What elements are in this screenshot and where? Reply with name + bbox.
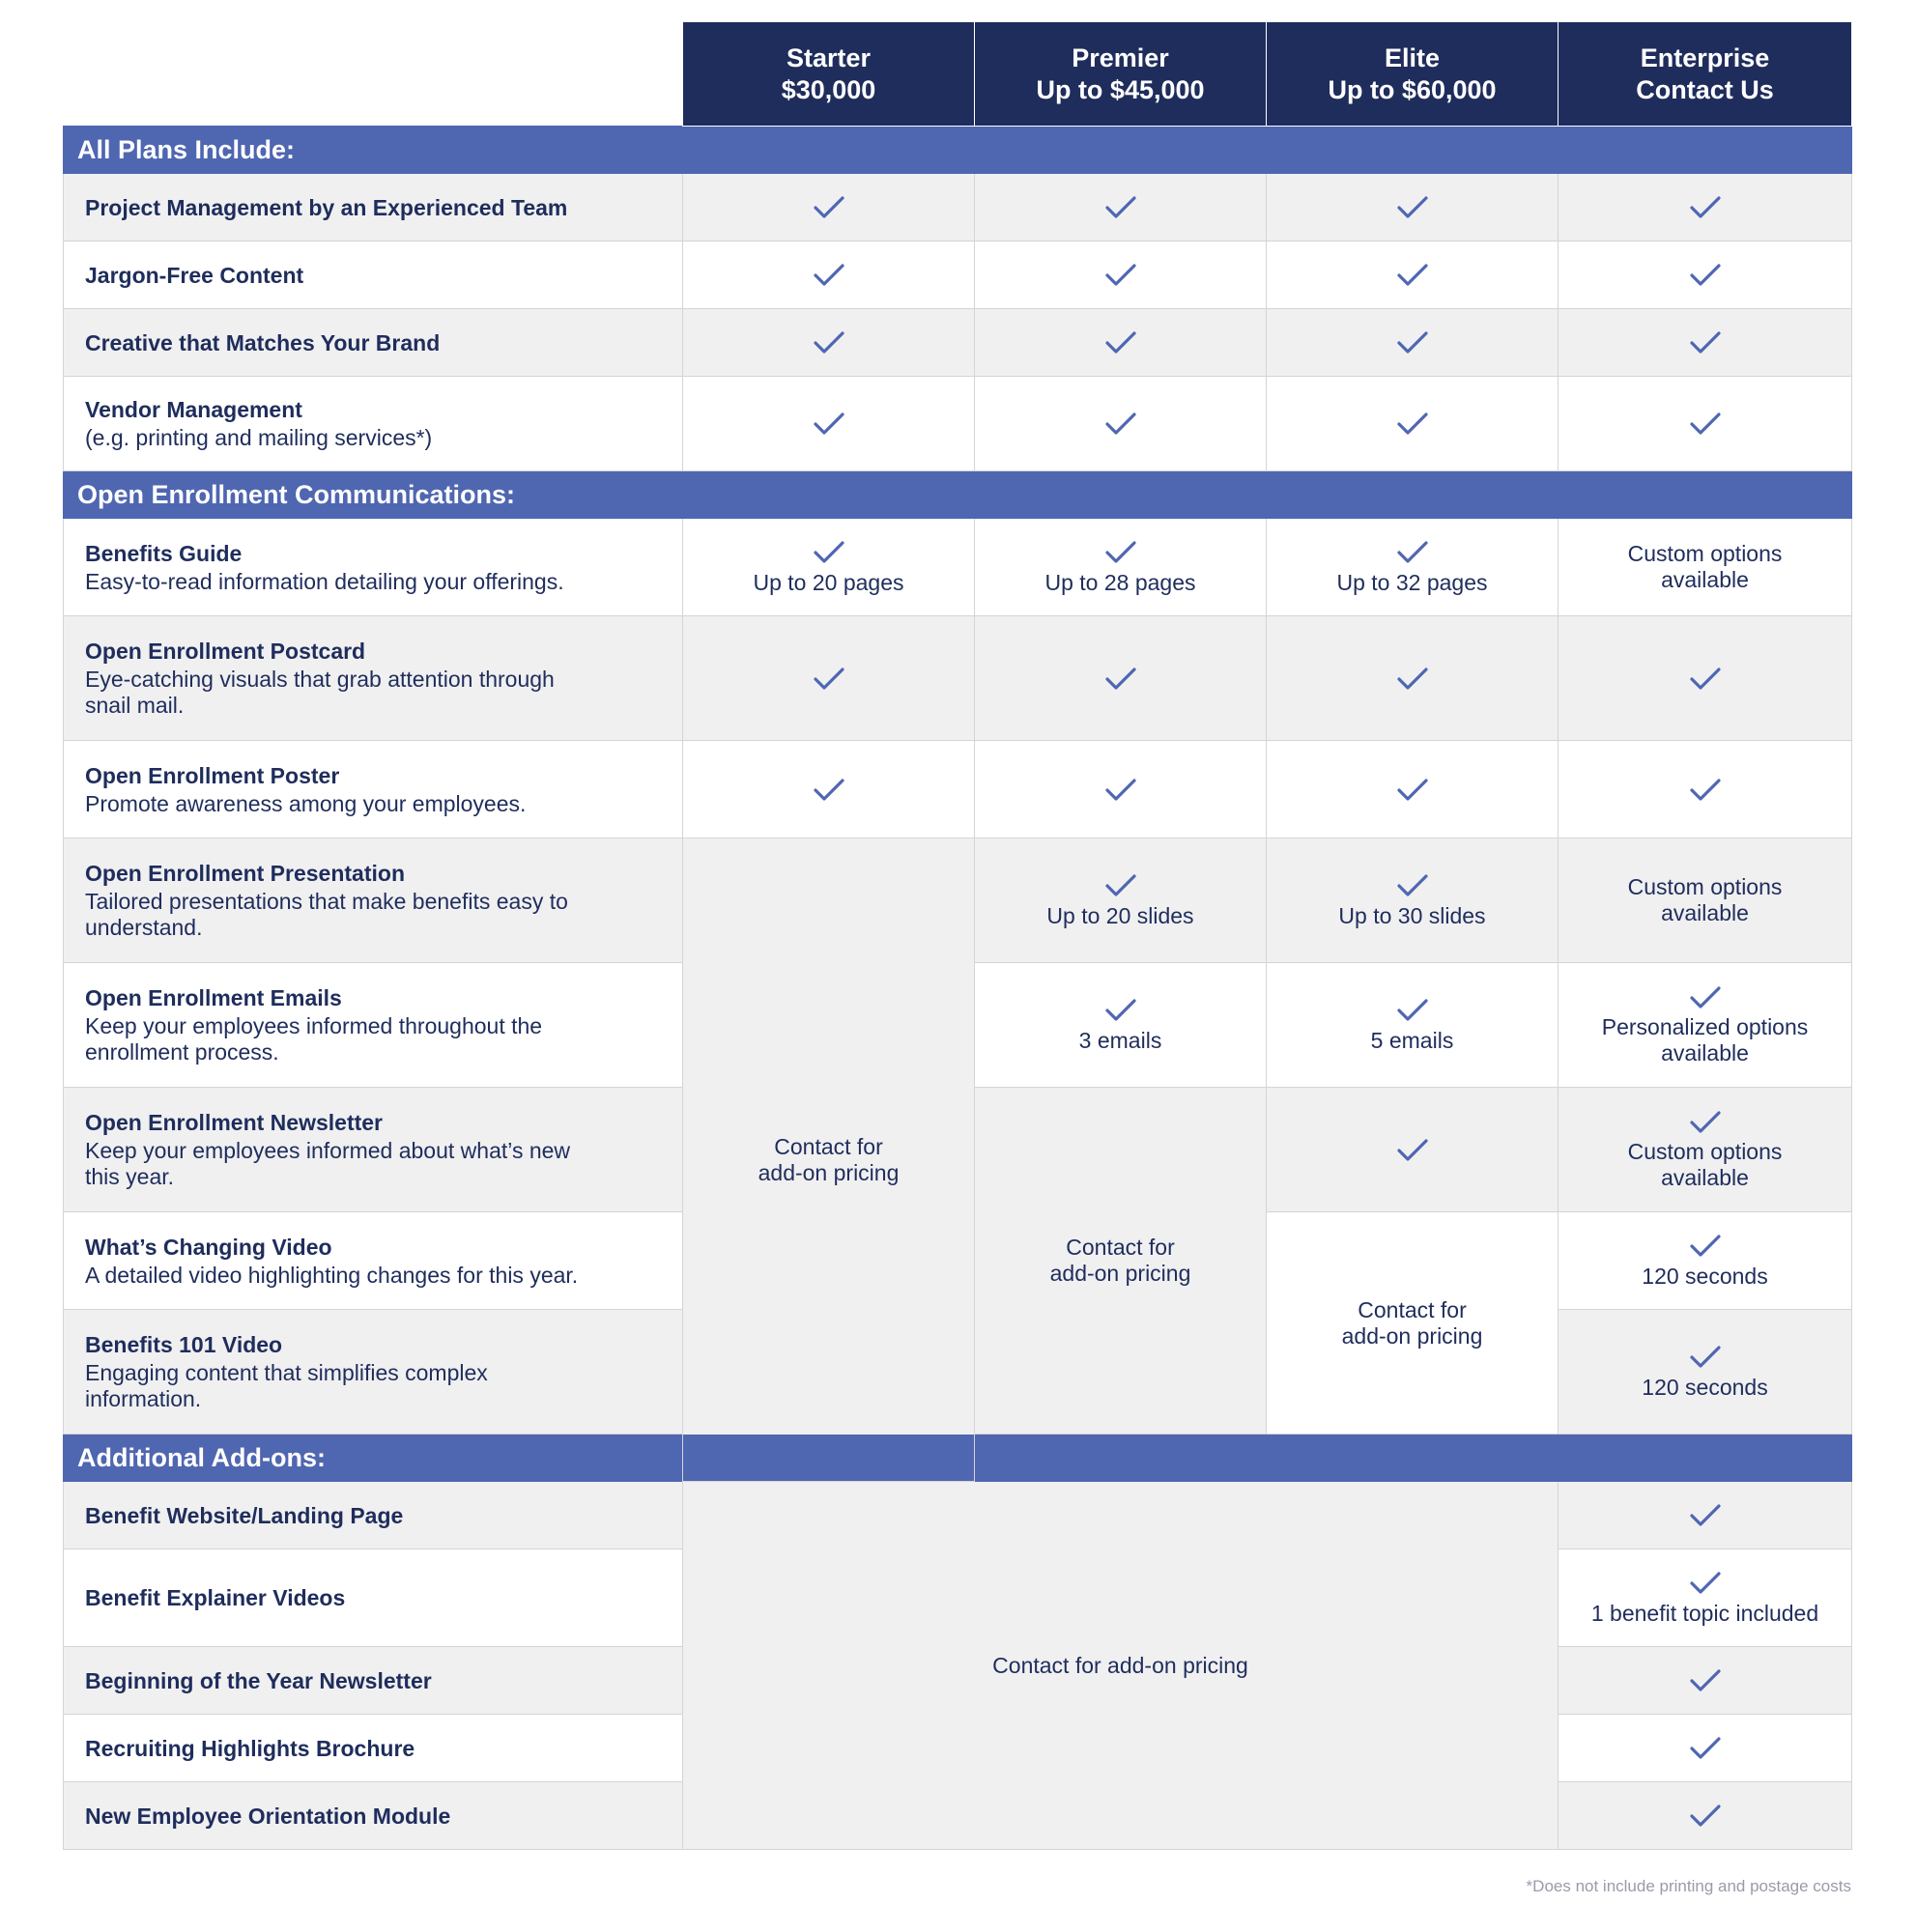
description-line: Keep your employees informed throughout the	[85, 1013, 543, 1038]
footnote: *Does not include printing and postage costs	[1526, 1877, 1851, 1895]
feature-description: Easy-to-read information detailing your offerings.	[85, 568, 564, 594]
feature-cell	[64, 963, 683, 1088]
table-row	[64, 519, 1852, 616]
section-header-row	[64, 127, 1852, 174]
value-cell	[683, 309, 975, 377]
value-cell	[975, 616, 1267, 741]
check-icon	[1396, 873, 1429, 898]
value-cell	[1267, 741, 1559, 838]
value-text: available	[1661, 1165, 1749, 1190]
check-icon	[813, 330, 845, 355]
check-icon	[813, 263, 845, 288]
feature-title: Benefits Guide	[85, 540, 243, 566]
value-cell	[1559, 1088, 1852, 1212]
feature-cell	[64, 1310, 683, 1435]
check-icon	[1689, 1668, 1722, 1693]
value-cell	[1267, 242, 1559, 309]
value-cell	[1267, 1088, 1559, 1212]
check-icon	[1689, 667, 1722, 692]
section-header-row	[64, 1435, 1852, 1482]
add-ons-contact-cell	[683, 1482, 1559, 1850]
value-cell	[1267, 838, 1559, 963]
value-text: available	[1661, 900, 1749, 925]
value-text: Custom options	[1627, 1139, 1783, 1164]
value-cell	[1559, 1782, 1852, 1850]
section-title-all-plans: All Plans Include:	[64, 127, 1852, 174]
feature-cell	[64, 519, 683, 616]
feature-title: What’s Changing Video	[85, 1234, 332, 1260]
value-text: Contact for	[1358, 1296, 1467, 1322]
value-cell	[1559, 519, 1852, 616]
plan-price: Up to $60,000	[1328, 74, 1497, 104]
plan-header-row	[64, 22, 1852, 127]
check-icon	[1689, 778, 1722, 803]
header-blank-cell	[64, 22, 683, 127]
value-cell	[683, 741, 975, 838]
value-text: Up to 20 pages	[753, 569, 904, 595]
plan-header-premier	[975, 22, 1267, 127]
feature-cell	[64, 242, 683, 309]
check-icon	[1396, 998, 1429, 1023]
feature-cell	[64, 616, 683, 741]
check-icon	[1104, 998, 1137, 1023]
value-text: add-on pricing	[1049, 1261, 1191, 1286]
check-icon	[1689, 1345, 1722, 1370]
value-cell	[975, 309, 1267, 377]
value-cell	[975, 838, 1267, 963]
feature-description	[85, 889, 663, 941]
feature-cell	[64, 1549, 683, 1647]
feature-title: Open Enrollment Poster	[85, 762, 340, 788]
value-cell	[975, 741, 1267, 838]
feature-title: New Employee Orientation Module	[85, 1803, 451, 1829]
value-text: Up to 30 slides	[1338, 902, 1486, 928]
section-title-add-ons: Additional Add-ons:	[64, 1435, 1852, 1482]
description-line: Engaging content that simplifies complex	[85, 1360, 488, 1385]
feature-title: Open Enrollment Emails	[85, 985, 342, 1010]
feature-title: Project Management by an Experienced Team	[85, 194, 568, 220]
value-cell	[1267, 963, 1559, 1088]
value-text: 1 benefit topic included	[1590, 1600, 1819, 1626]
value-cell	[1559, 242, 1852, 309]
check-icon	[1689, 1736, 1722, 1761]
feature-cell	[64, 1647, 683, 1715]
value-cell	[683, 616, 975, 741]
check-icon	[1689, 1234, 1722, 1259]
value-cell	[1267, 309, 1559, 377]
feature-title: Recruiting Highlights Brochure	[85, 1735, 415, 1761]
value-cell	[1559, 1482, 1852, 1549]
feature-cell	[64, 377, 683, 471]
feature-title: Open Enrollment Presentation	[85, 861, 405, 886]
feature-title: Benefit Explainer Videos	[85, 1585, 346, 1610]
value-cell	[1559, 1549, 1852, 1647]
feature-cell	[64, 1782, 683, 1850]
check-icon	[1689, 1571, 1722, 1596]
check-icon	[1689, 985, 1722, 1010]
check-icon	[1104, 263, 1137, 288]
plan-name: Starter	[786, 43, 872, 72]
feature-title: Benefits 101 Video	[85, 1332, 283, 1357]
check-icon	[813, 540, 845, 565]
check-icon	[1689, 1110, 1722, 1135]
check-icon	[1396, 1138, 1429, 1163]
section-title-open-enrollment: Open Enrollment Communications:	[64, 471, 1852, 519]
check-icon	[1396, 263, 1429, 288]
feature-cell	[64, 1715, 683, 1782]
table-row	[64, 309, 1852, 377]
feature-cell	[64, 838, 683, 963]
table-row	[64, 242, 1852, 309]
starter-contact-cell	[683, 838, 975, 1482]
value-cell	[1559, 741, 1852, 838]
value-cell	[1559, 1647, 1852, 1715]
value-text: available	[1661, 567, 1749, 592]
description-line: this year.	[85, 1164, 175, 1189]
value-cell	[975, 174, 1267, 242]
value-text: Up to 32 pages	[1336, 569, 1488, 595]
value-cell	[1559, 377, 1852, 471]
value-text: Custom options	[1627, 541, 1783, 566]
table-row	[64, 616, 1852, 741]
check-icon	[1104, 778, 1137, 803]
value-cell	[1267, 616, 1559, 741]
feature-description: A detailed video highlighting changes for this year.	[85, 1262, 579, 1288]
value-cell	[1267, 377, 1559, 471]
value-cell	[683, 242, 975, 309]
value-text: Up to 28 pages	[1044, 569, 1196, 595]
pricing-comparison-table	[63, 21, 1852, 1850]
value-cell	[683, 174, 975, 242]
check-icon	[1104, 412, 1137, 437]
feature-title: Vendor Management	[85, 397, 302, 422]
plan-name: Premier	[1072, 43, 1169, 72]
value-cell	[975, 242, 1267, 309]
value-cell	[1267, 174, 1559, 242]
check-icon	[813, 667, 845, 692]
feature-cell	[64, 174, 683, 242]
value-text: add-on pricing	[758, 1159, 900, 1185]
check-icon	[1396, 412, 1429, 437]
feature-cell	[64, 1212, 683, 1310]
value-cell	[1559, 963, 1852, 1088]
check-icon	[813, 412, 845, 437]
feature-title: Benefit Website/Landing Page	[85, 1502, 404, 1528]
check-icon	[1104, 195, 1137, 220]
description-line: information.	[85, 1386, 202, 1411]
table-row	[64, 1482, 1852, 1549]
value-text: Contact for	[1066, 1235, 1175, 1260]
value-text: 120 seconds	[1642, 1374, 1768, 1400]
value-text: Contact for add-on pricing	[992, 1652, 1248, 1678]
plan-price: Contact Us	[1636, 74, 1774, 104]
check-icon	[1689, 1804, 1722, 1829]
value-text: Personalized options	[1601, 1014, 1809, 1039]
check-icon	[1396, 667, 1429, 692]
feature-description: Promote awareness among your employees.	[85, 790, 527, 816]
value-text: add-on pricing	[1341, 1322, 1483, 1349]
feature-title: Beginning of the Year Newsletter	[85, 1667, 432, 1693]
value-text: available	[1661, 1040, 1749, 1065]
value-cell	[975, 377, 1267, 471]
table-row	[64, 174, 1852, 242]
value-cell	[1559, 1310, 1852, 1435]
value-text: 120 seconds	[1642, 1263, 1768, 1289]
description-line: snail mail.	[85, 693, 185, 718]
value-cell	[1559, 1715, 1852, 1782]
check-icon	[1104, 873, 1137, 898]
plan-price: Up to $45,000	[1036, 74, 1205, 104]
value-text: Up to 20 slides	[1046, 902, 1194, 928]
table-row	[64, 838, 1852, 963]
value-text: 5 emails	[1370, 1027, 1454, 1053]
value-cell	[1559, 309, 1852, 377]
value-cell	[975, 963, 1267, 1088]
feature-cell	[64, 741, 683, 838]
description-line: Tailored presentations that make benefits easy to	[85, 889, 568, 914]
check-icon	[1104, 540, 1137, 565]
feature-title: Creative that Matches Your Brand	[85, 329, 441, 355]
check-icon	[1396, 778, 1429, 803]
feature-description	[85, 1138, 663, 1190]
check-icon	[1104, 330, 1137, 355]
check-icon	[1689, 1503, 1722, 1528]
feature-title: Jargon-Free Content	[85, 262, 304, 288]
value-cell	[683, 519, 975, 616]
check-icon	[1104, 667, 1137, 692]
value-text: Contact for	[774, 1133, 883, 1159]
feature-description: (e.g. printing and mailing services*)	[85, 425, 433, 450]
plan-price: $30,000	[781, 74, 876, 104]
feature-cell	[64, 309, 683, 377]
value-cell	[1559, 1212, 1852, 1310]
plan-header-starter	[683, 22, 975, 127]
feature-cell	[64, 1482, 683, 1549]
plan-name: Elite	[1384, 43, 1441, 72]
check-icon	[1689, 195, 1722, 220]
table-row	[64, 741, 1852, 838]
feature-description	[85, 667, 663, 719]
check-icon	[1689, 330, 1722, 355]
description-line: understand.	[85, 915, 203, 940]
plan-header-elite	[1267, 22, 1559, 127]
check-icon	[813, 195, 845, 220]
feature-description	[85, 1013, 663, 1065]
table-row	[64, 377, 1852, 471]
premier-contact-cell	[975, 1088, 1267, 1435]
value-cell	[1267, 519, 1559, 616]
feature-cell	[64, 1088, 683, 1212]
feature-title: Open Enrollment Postcard	[85, 639, 366, 664]
check-icon	[1689, 263, 1722, 288]
description-line: enrollment process.	[85, 1039, 279, 1065]
description-line: Eye-catching visuals that grab attention through	[85, 667, 555, 692]
check-icon	[1396, 195, 1429, 220]
value-cell	[683, 377, 975, 471]
value-cell	[1559, 838, 1852, 963]
plan-header-enterprise	[1559, 22, 1852, 127]
section-header-row	[64, 471, 1852, 519]
check-icon	[1689, 412, 1722, 437]
check-icon	[813, 778, 845, 803]
value-cell	[1559, 616, 1852, 741]
description-line: Keep your employees informed about what’s new	[85, 1138, 571, 1163]
value-text: Custom options	[1627, 874, 1783, 899]
check-icon	[1396, 330, 1429, 355]
feature-description	[85, 1360, 663, 1412]
value-text: 3 emails	[1078, 1027, 1162, 1053]
check-icon	[1396, 540, 1429, 565]
value-cell	[975, 519, 1267, 616]
plan-name: Enterprise	[1640, 43, 1770, 72]
value-cell	[1559, 174, 1852, 242]
elite-contact-cell	[1267, 1212, 1559, 1435]
feature-title: Open Enrollment Newsletter	[85, 1110, 384, 1135]
